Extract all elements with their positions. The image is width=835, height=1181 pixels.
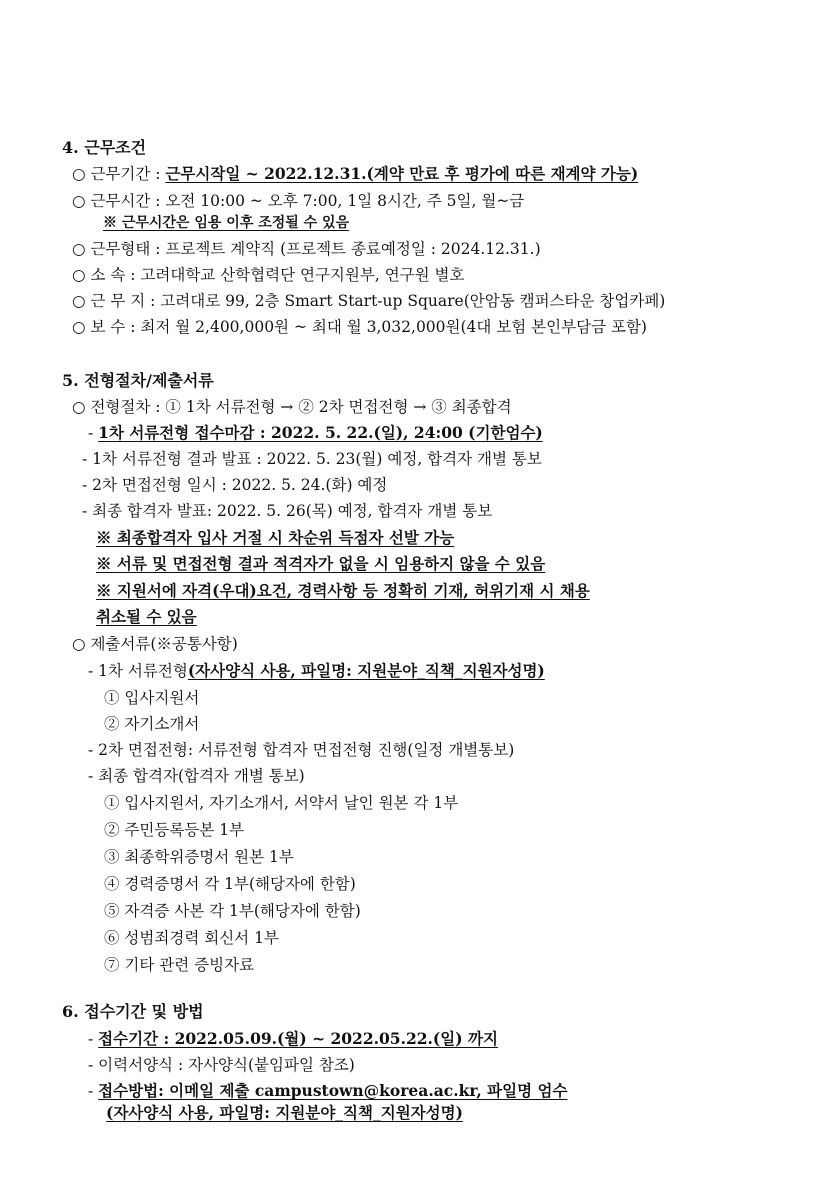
application-method-dash: - — [88, 1082, 99, 1100]
work-period-value: 근무시작일 ~ 2022.12.31.(계약 만료 후 평가에 따른 재계약 가능) — [165, 164, 639, 183]
deadline-dash: - — [88, 424, 99, 442]
docs-final-item: ③ 최종학위증명서 원본 1부 — [104, 848, 294, 866]
docs-round1-prefix: - 1차 서류전형 — [88, 662, 188, 680]
application-method-format: (자사양식 사용, 파일명: 지원분야_직책_지원자성명) — [106, 1103, 463, 1122]
section-6-heading: 6. 접수기간 및 방법 — [62, 1002, 204, 1021]
deadline-line — [88, 422, 543, 444]
work-period-line — [72, 163, 638, 185]
docs-final-item: ② 주민등록등본 1부 — [104, 821, 245, 839]
deadline-text: 1차 서류전형 접수마감 : 2022. 5. 22.(일), 24:00 (기한엄수) — [98, 423, 543, 442]
docs-final-item: ⑤ 자격증 사본 각 1부(해당자에 한함) — [104, 902, 361, 920]
section-5-heading: 5. 전형절차/제출서류 — [62, 371, 214, 390]
docs-round1-line — [88, 660, 545, 682]
note-false-entry-cont: 취소될 수 있음 — [96, 607, 197, 626]
application-period-text: 접수기간 : 2022.05.09.(월) ~ 2022.05.22.(일) 까지 — [98, 1029, 498, 1048]
docs-final-item: ① 입사지원서, 자기소개서, 서약서 날인 원본 각 1부 — [104, 794, 459, 812]
docs-final-line: - 최종 합격자(합격자 개별 통보) — [88, 767, 305, 785]
application-method-line — [88, 1080, 567, 1102]
docs-round1-format: (자사양식 사용, 파일명: 지원분야_직책_지원자성명) — [187, 661, 545, 680]
work-location-line: ○ 근 무 지 : 고려대로 99, 2층 Smart Start-up Square(안암동 캠퍼스타운 창업카페) — [72, 292, 666, 310]
result-announce-line: - 1차 서류전형 결과 발표 : 2022. 5. 23(월) 예정, 합격자 개별 통보 — [82, 450, 542, 468]
work-hours-line: ○ 근무시간 : 오전 10:00 ~ 오후 7:00, 1일 8시간, 주 5일, 월~금 — [72, 192, 525, 210]
docs-final-item: ⑥ 성범죄경력 회신서 1부 — [104, 929, 279, 947]
salary-line: ○ 보 수 : 최저 월 2,400,000원 ~ 최대 월 3,032,000원(4대 보험 본인부담금 포함) — [72, 318, 647, 336]
final-announce-line: - 최종 합격자 발표: 2022. 5. 26(목) 예정, 합격자 개별 통보 — [82, 502, 493, 520]
docs-final-item: ④ 경력증명서 각 1부(해당자에 한함) — [104, 875, 356, 893]
resume-form-line: - 이력서양식 : 자사양식(붙임파일 참조) — [88, 1056, 355, 1074]
note-false-entry: ※ 지원서에 자격(우대)요건, 경력사항 등 정확히 기재, 허위기재 시 채용 — [96, 581, 590, 600]
docs-round1-item: ① 입사지원서 — [104, 689, 200, 707]
docs-round2-line: - 2차 면접전형: 서류전형 합격자 면접전형 진행(일정 개별통보) — [88, 741, 515, 759]
application-method-text: 접수방법: 이메일 제출 campustown@korea.ac.kr, 파일명 엄수 — [98, 1081, 568, 1100]
section-4-heading: 4. 근무조건 — [62, 138, 147, 157]
work-period-label: ○ 근무기간 : — [72, 165, 166, 183]
application-period-line — [88, 1028, 498, 1050]
department-line: ○ 소 속 : 고려대학교 산학협력단 연구지원부, 연구원 별호 — [72, 266, 465, 284]
documents-heading: ○ 제출서류(※공통사항) — [72, 635, 238, 653]
note-final-refusal: ※ 최종합격자 입사 거절 시 차순위 득점자 선발 가능 — [96, 528, 455, 547]
interview-date-line: - 2차 면접전형 일시 : 2022. 5. 24.(화) 예정 — [82, 476, 388, 494]
note-no-qualified: ※ 서류 및 면접전형 결과 적격자가 없을 시 임용하지 않을 수 있음 — [96, 554, 546, 573]
docs-round1-item: ② 자기소개서 — [104, 715, 200, 733]
docs-final-item: ⑦ 기타 관련 증빙자료 — [104, 956, 255, 974]
process-line: ○ 전형절차 : ① 1차 서류전형 → ② 2차 면접전형 → ③ 최종합격 — [72, 398, 512, 416]
work-type-line: ○ 근무형태 : 프로젝트 계약직 (프로젝트 종료예정일 : 2024.12.31.) — [72, 240, 541, 258]
work-hours-note: ※ 근무시간은 임용 이후 조정될 수 있음 — [103, 215, 350, 231]
application-period-dash: - — [88, 1030, 99, 1048]
